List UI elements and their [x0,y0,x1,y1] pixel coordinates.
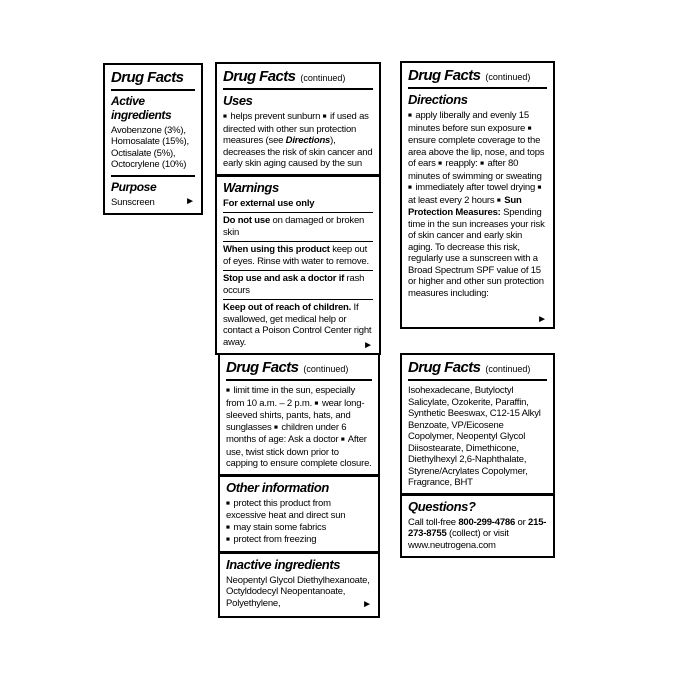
continue-arrow-icon: ► [537,314,547,325]
drug-facts-panel-uses-warnings [215,62,381,355]
warning-lead: Keep out of reach of children. [223,302,352,314]
bullet-icon: ■ [496,196,501,204]
other-bullet-1 [226,498,372,522]
stop-use-warning [223,273,373,296]
bullet-icon: ■ [226,536,230,544]
inactive-ingredients-heading: Inactive ingredients [226,556,341,572]
uses-bullet-2: if used as directed with other sun protection measures (see [223,111,369,147]
directions-heading: Directions [408,92,468,108]
questions-website: (collect) or visit www.neutrogena.com [408,528,509,551]
when-using-warning [223,244,373,267]
directions-bullet-3: reapply: [445,158,478,170]
bullet-icon: ■ [314,399,319,407]
collect-number: 215-273-8755 [408,516,547,540]
do-not-use-warning [223,215,373,238]
divider [408,87,547,89]
uses-directions-ref: Directions [285,135,331,147]
purpose-heading: Purpose [111,179,157,194]
panel-header [408,359,547,376]
bullet-icon: ■ [223,113,227,121]
warning-body: on damaged or broken skin [223,215,365,238]
bullet-icon: ■ [226,387,230,395]
purpose-value: Sunscreen [111,196,155,208]
bullet-icon: ■ [438,160,443,168]
panel-header [226,359,372,376]
directions-bullet-2: ensure complete coverage to the area above the lip, nose, and tops of ears [408,135,545,170]
divider [223,212,373,213]
bullet-icon: ■ [322,113,327,121]
bullet-icon: ■ [480,160,485,168]
active-ingredients-list: Avobenzone (3%), Homosalate (15%), Octisalate (5%), Octocrylene (10%) [111,124,189,171]
other-bullet-3-text: protect from freezing [233,534,317,546]
continue-arrow-icon: ► [363,340,373,352]
bullet-icon: ■ [537,184,542,192]
bullet-icon: ■ [273,423,278,431]
section-divider [217,174,379,177]
drug-facts-title: Drug Facts [408,359,481,376]
warning-body: rash occurs [223,273,365,296]
other-information-heading: Other information [226,479,329,495]
sun-limit-text [226,385,372,470]
warning-lead: Stop use and ask a doctor if [223,273,345,285]
panel-header [408,67,547,84]
continued-label: (continued) [485,364,531,374]
divider [223,241,373,242]
section-divider [402,493,553,496]
divider [111,175,195,177]
drug-facts-panel-main [103,63,203,215]
uses-heading: Uses [223,93,253,109]
uses-text [223,111,373,170]
divider [226,379,372,381]
uses-bullet-2-end: ), decreases the risk of skin cancer and early skin aging caused by the sun [223,135,373,170]
inactive-ingredients-text: Neopentyl Glycol Diethylhexanoate, Octyldodecyl Neopentanoate, Polyethylene, [226,574,370,609]
continue-arrow-icon: ► [185,196,195,208]
keep-out-warning [223,302,373,348]
directions-bullet-1: apply liberally and evenly 15 minutes before sun exposure [408,110,529,134]
questions-heading: Questions? [408,498,476,514]
inactive-ingredients-continued-text: Isohexadecane, Butyloctyl Salicylate, Ozokerite, Paraffin, Synthetic Beeswax, C12-15 Alkyl Benzoate, VP/Eicosene Copolymer, Neopentyl Glycol Diisostearate, Dimethicone, Diethylhexyl 2,6-Naphthalate, Styrene/Acrylates Copolymer, Fragrance, BHT [408,385,541,489]
divider [111,89,195,91]
toll-free-number: 800-299-4786 [458,516,516,528]
purpose-row [111,197,195,209]
sun-protection-measures-body: Spending time in the sun increases your risk of skin cancer and early skin aging. To decrease this risk, regularly use a sunscreen with a Broad Spectrum SPF value of 15 or higher and other sun protection measures including: [408,207,545,299]
directions-bullet-4: after 80 minutes of swimming or sweating [408,158,542,182]
directions-bullet-6: at least every 2 hours [408,194,495,206]
divider [223,88,373,90]
drug-facts-title: Drug Facts [408,67,481,84]
warning-lead: Do not use [223,215,271,227]
drug-facts-title: Drug Facts [223,68,296,85]
drug-facts-title: Drug Facts [226,359,299,376]
limit-bullet-4: After use, twist stick down prior to capping to ensure complete closure. [226,434,372,470]
other-bullet-1-text: protect this product from excessive heat and direct sun [226,497,346,522]
bullet-icon: ■ [408,112,412,120]
uses-bullet-1: helps prevent sunburn [230,111,321,123]
sun-protection-measures-lead: Sun Protection Measures: [408,194,522,219]
divider [223,299,373,300]
divider [223,270,373,271]
limit-bullet-2: wear long-sleeved shirts, pants, hats, and sunglasses [226,397,365,433]
directions-text [408,110,547,299]
warning-body: If swallowed, get medical help or contact a Poison Control Center right away. [223,302,372,348]
divider [408,379,547,381]
limit-bullet-1: limit time in the sun, especially from 10 a.m. – 2 p.m. [226,385,356,409]
other-bullet-2-text: may stain some fabrics [233,521,327,533]
continued-label: (continued) [303,364,349,374]
continued-label: (continued) [300,73,346,83]
drug-facts-panel-directions [400,61,555,329]
bullet-icon: ■ [340,436,345,444]
warnings-heading: Warnings [223,179,279,195]
warning-body: keep out of eyes. Rinse with water to remove. [223,244,369,267]
section-divider [220,551,378,554]
drug-facts-panel-questions [400,353,555,558]
panel-header [223,68,373,85]
bullet-icon: ■ [408,184,412,192]
questions-text [408,517,547,552]
other-information-text [226,498,372,547]
active-ingredients-heading: Active ingredients [111,94,172,123]
section-divider [220,474,378,477]
bullet-icon: ■ [527,124,532,132]
other-bullet-2 [226,522,372,535]
drug-facts-panel-other-inactive [218,353,380,618]
limit-bullet-3: children under 6 months of age: Ask a doctor [226,421,347,446]
drug-facts-title: Drug Facts [111,69,184,86]
continue-arrow-icon: ► [362,599,372,610]
bullet-icon: ■ [226,523,230,531]
panel-header [111,69,195,86]
bullet-icon: ■ [226,499,230,507]
warning-lead: When using this product [223,244,330,256]
questions-or: or [515,516,529,528]
directions-bullet-5: immediately after towel drying [415,182,536,194]
continued-label: (continued) [485,72,531,82]
questions-lead: Call toll-free [408,516,459,528]
other-bullet-3 [226,534,372,547]
external-use-warning: For external use only [223,197,315,209]
